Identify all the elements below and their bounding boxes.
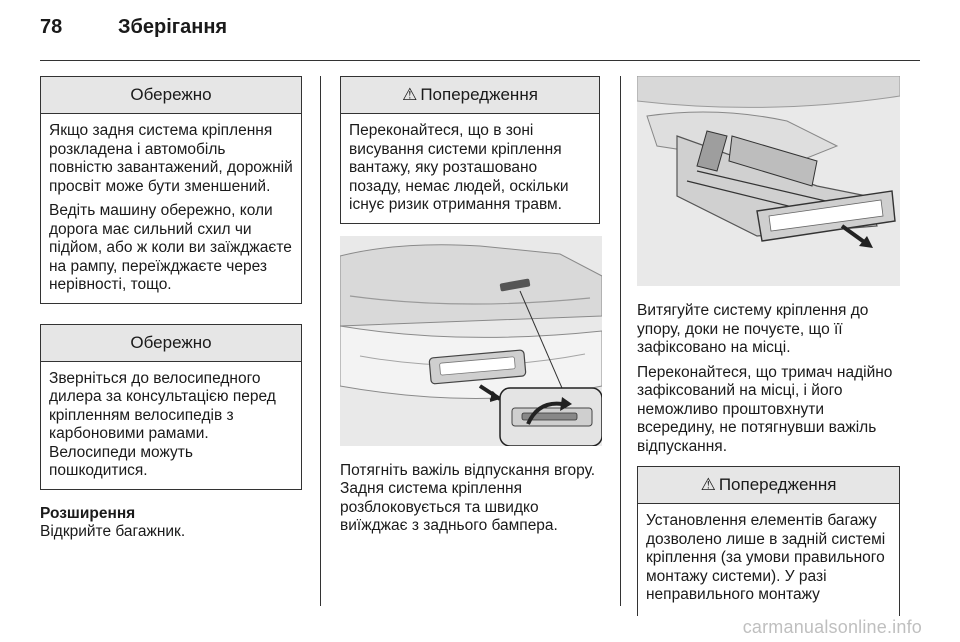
column-1: [40, 76, 302, 542]
header-rule: [40, 60, 920, 61]
caution-heading: Обережно: [41, 325, 301, 362]
illustration-caption: Потягніть важіль відпускання вгору. Задня система кріплення розблоковується та швидко виїжджає з заднього бампера.: [340, 461, 596, 534]
column-3: [637, 76, 900, 616]
column-divider: [620, 76, 621, 606]
section-heading: Розширення: [40, 504, 136, 522]
caution-text: Якщо задня система кріплення розкладена і автомобіль повністю завантажений, дорожній просвіт може бути зменшений.: [49, 122, 293, 195]
caution-box: [40, 324, 302, 490]
caution-body: [41, 114, 301, 303]
warning-triangle-icon: ⚠: [700, 475, 716, 494]
warning-body: [341, 114, 599, 223]
bumper-release-drawing: [340, 236, 602, 446]
instruction-paragraph: Переконайтеся, що тримач надійно зафіксований на місці, і його неможливо проштовхнути всередину, не потягнувши важіль відпускання.: [637, 363, 893, 455]
warning-text: Переконайтеся, що в зоні висування системи кріплення вантажу, яку розташовано позаду, немає людей, оскільки існує ризик отримання травм.: [349, 122, 569, 213]
carrier-extended-drawing: [637, 76, 900, 286]
caution-box: [40, 76, 302, 304]
warning-triangle-icon: ⚠: [402, 85, 418, 104]
carrier-extended-illustration: [637, 76, 900, 286]
instruction-text: [637, 302, 900, 456]
warning-heading-text: Попередження: [718, 475, 837, 494]
bumper-release-illustration: [340, 236, 602, 446]
warning-box: [340, 76, 600, 224]
warning-text: Установлення елементів багажу дозволено лише в задній системі кріплення (за умови правильного монтажу системи). У разі неправильного монтажу: [646, 512, 886, 603]
caution-text: Зверніться до велосипедного дилера за консультацією перед кріпленням велосипедів з карбоновими рамами. Велосипеди можуть пошкодитися.: [49, 369, 276, 479]
caution-text: Ведіть машину обережно, коли дорога має сильний схил чи підйом, або ж коли ви заїжджаєте на рампу, переїжджаєте через нерівності, тощо.: [49, 202, 292, 293]
warning-heading-text: Попередження: [420, 85, 538, 104]
watermark: carmanualsonline.info: [742, 617, 922, 637]
warning-heading: [341, 77, 599, 114]
warning-box: [637, 466, 900, 616]
warning-body: [638, 504, 899, 613]
instruction-paragraph: Витягуйте систему кріплення до упору, доки не почуєте, що її зафіксовано на місці.: [637, 302, 869, 356]
page-title: Зберігання: [118, 16, 228, 38]
caution-body: [41, 362, 301, 489]
column-2: [340, 76, 600, 536]
caution-heading: Обережно: [41, 77, 301, 114]
page-number: 78: [40, 16, 63, 38]
section-text: Відкрийте багажник.: [40, 523, 186, 540]
column-divider: [320, 76, 321, 606]
warning-heading: [638, 467, 899, 504]
